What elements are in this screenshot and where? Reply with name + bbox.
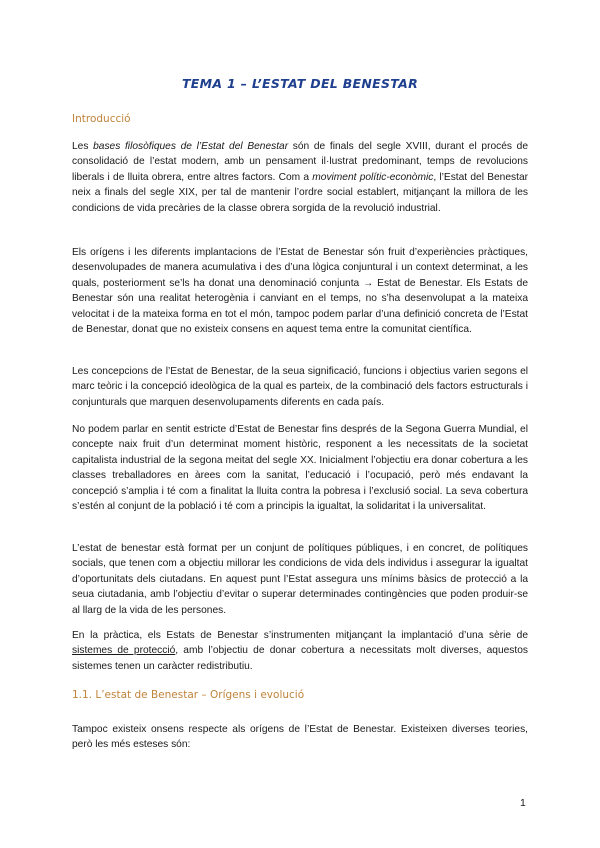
intro-heading: Introducció — [72, 113, 131, 125]
p6-text-a: En la pràctica, els Estats de Benestar s’instrumenten mitjançant la implantació d’una sèrie de — [72, 630, 528, 641]
section-heading: 1.1. L’estat de Benestar – Orígens i evolució — [72, 689, 305, 701]
paragraph-3: Les concepcions de l’Estat de Benestar, de la seua significació, funcions i objectius varien segons el marc teòric i la concepció ideològica de la qual es parteix, de la combinació dels factors estructurals i conjunturals que marquen desenvolupaments diferents en cada país. — [72, 366, 528, 408]
p1-text-e: , l’Estat del Benestar neix a finals del segle XIX, per tal de mantenir l’ordre social establert, mitjançant la millora de les condicions de vida precàries de la classe obrera sorgida de la revolució industrial. — [72, 171, 528, 214]
paragraph-4: No podem parlar en sentit estricte d’Estat de Benestar fins després de la Segona Guerra Mundial, el concepte naix fruit d’un determinat moment històric, responent a les necessitats de la societat capitalista industrial de la segona meitat del segle XX. Inicialment l’objectiu era donar cobertura a les classes treballadores en àrees com la sanitat, l’educació i l’ocupació, però més endavant la concepció s’amplia i té com a finalitat la lluita contra la pobresa i l’exclusió social. La seva cobertura s’estén al conjunt de la població i té com a principis la igualtat, la solidaritat i la universalitat. — [72, 424, 528, 513]
p6-text-c: , amb l’objectiu de donar cobertura a necessitats molt diverses, aquestos sistemes tenen un caràcter redistributiu. — [72, 645, 528, 672]
paragraph-7: Tampoc existeix onsens respecte als orígens de l’Estat de Benestar. Existeixen diverses teories, però les més esteses són: — [72, 724, 528, 751]
paragraph-1 — [72, 139, 528, 216]
paragraph-5: L’estat de benestar està format per un conjunt de polítiques públiques, i en concret, de polítiques socials, que tenen com a objectiu millorar les condicions de vida dels individus i assegurar la igualtat d’oportunitats dels ciutadans. En aquest punt l’Estat assegura uns mínims bàsics de protecció a la seua ciutadania, amb l’objectiu d’evitar o superar determinades contingències que poden produir-se al llarg de la vida de les persones. — [72, 543, 528, 616]
p1-text-c: són de finals del segle XVIII, durant el procés de consolidació de l’estat modern, amb un pensament il·lustrat predominant, temps de revolucions liberals i de lluita obrera, entre altres factors. Com a — [72, 141, 528, 183]
document-title: TEMA 1 – L’ESTAT DEL BENESTAR — [181, 76, 419, 91]
p1-text-a: Les — [72, 141, 94, 152]
page-number: 1 — [520, 797, 526, 809]
p1-italic-b: bases filosòfiques de l’Estat del Benestar — [93, 141, 289, 152]
p6-underlined-b: sistemes de protecció — [72, 645, 176, 657]
paragraph-6 — [72, 628, 528, 674]
paragraph-2: Els orígens i les diferents implantacions de l’Estat de Benestar són fruit d’experiències pràctiques, desenvolupades de manera acumulativa i des d’una lògica conjuntural i un context determinat, a les quals, posteriorment se’ls ha donat una denominació conjunta → Estat de Benestar. Els Estats de Benestar són una realitat heterogènia i canviant en el temps, no s’ha desenvolupat a la mateixa velocitat i de la mateixa forma en tot el món, tampoc podem parlar d’una definició concreta de l’Estat de Benestar, donat que no existeix consens en aquest tema entre la comunitat científica. — [72, 247, 528, 336]
p1-italic-d: moviment polític-econòmic — [312, 171, 434, 183]
